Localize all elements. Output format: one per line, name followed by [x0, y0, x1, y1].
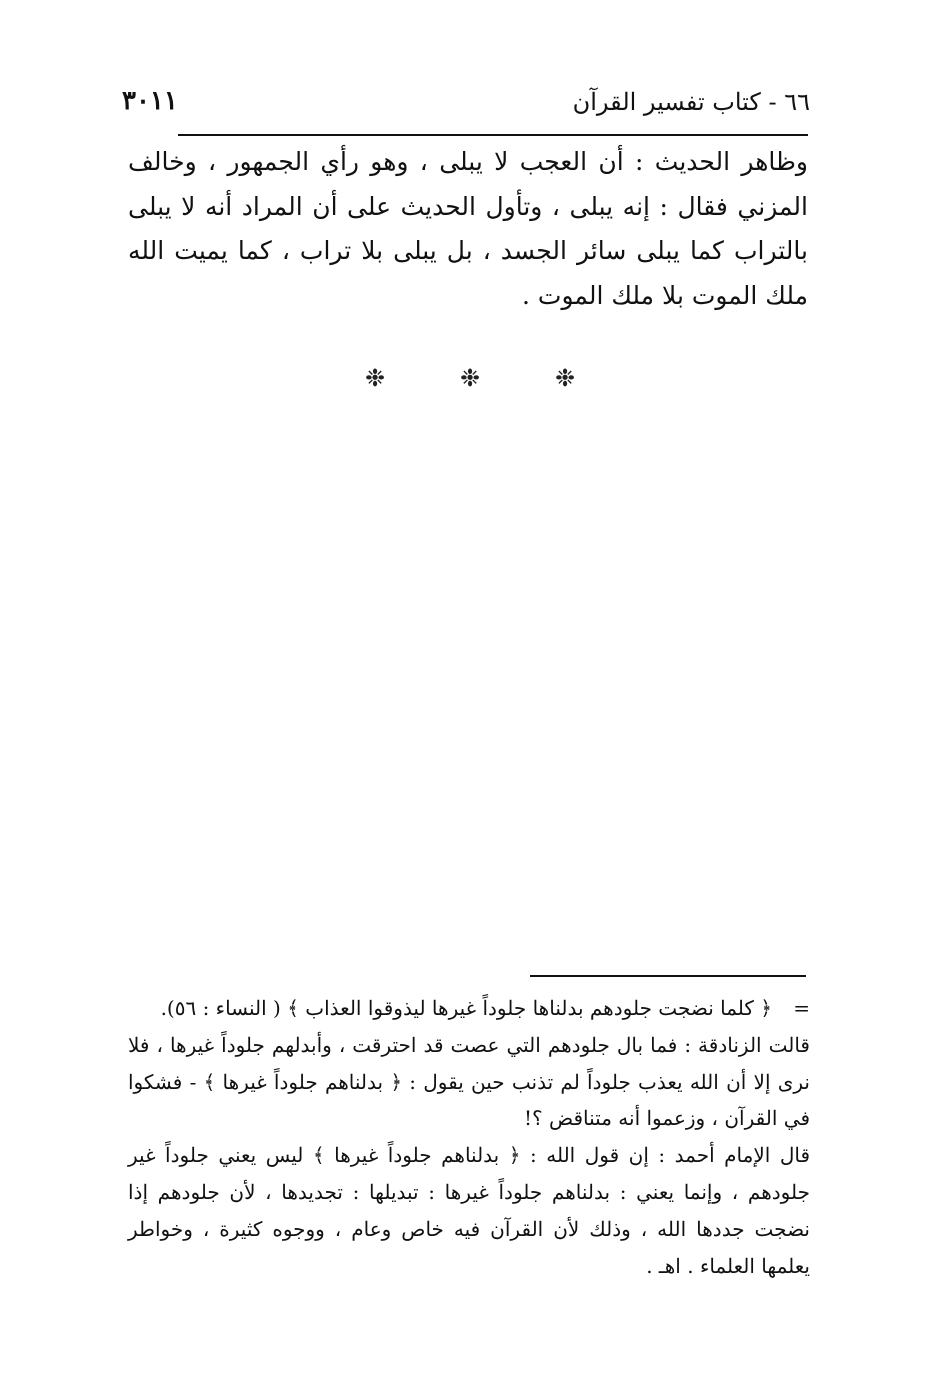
section-separator [360, 364, 580, 392]
separator-star-icon: ❉ [554, 364, 576, 392]
page-header [122, 86, 810, 134]
footnote-imam-ahmad: قال الإمام أحمد : إن قول الله : ﴿ بدلناهم جلوداً غيرها ﴾ ليس يعني جلوداً غير جلودهم ، وإنما يعني : بدلناهم جلوداً غيرها : تبديلها : تجديدها ، لأن جلودهم إذا نضجت جددها الله ، وذلك لأن القرآن فيه خاص وعام ، ووجوه كثيرة ، وخواطر يعلمها العلماء . اهـ . [128, 1143, 810, 1278]
header-rule [178, 134, 808, 136]
footnote-text: ﴿ كلما نضجت جلودهم بدلناها جلوداً غيرها ليذوقوا العذاب ﴾ ( النساء : ٥٦). [160, 996, 772, 1020]
continuation-marker: = [793, 996, 810, 1020]
footnote-rule [530, 975, 806, 977]
separator-star-icon: ❉ [364, 364, 386, 392]
footnotes [128, 990, 810, 1284]
footnote-zanadiqa: قالت الزنادقة : فما بال جلودهم التي عصت قد احترقت ، وأبدلهم جلوداً غيرها ، فلا نرى إلا أن الله يعذب جلوداً لم تذنب حين يقول : ﴿ بدلناهم جلوداً غيرها ﴾ - فشكوا في القرآن ، وزعموا أنه متناقض ؟! [128, 1032, 810, 1131]
page-number: ٣٠١١ [122, 86, 178, 116]
separator-star-icon: ❉ [459, 364, 481, 392]
running-title: ٦٦ - كتاب تفسير القرآن [572, 88, 810, 116]
footnote-quran-citation [128, 990, 810, 1027]
main-paragraph: وظاهر الحديث : أن العجب لا يبلى ، وهو رأي الجمهور ، وخالف المزني فقال : إنه يبلى ، وتأول الحديث على أن المراد أنه لا يبلى بالتراب كما يبلى سائر الجسد ، بل يبلى بلا تراب ، كما يميت الله ملك الموت بلا ملك الموت . [128, 147, 808, 310]
